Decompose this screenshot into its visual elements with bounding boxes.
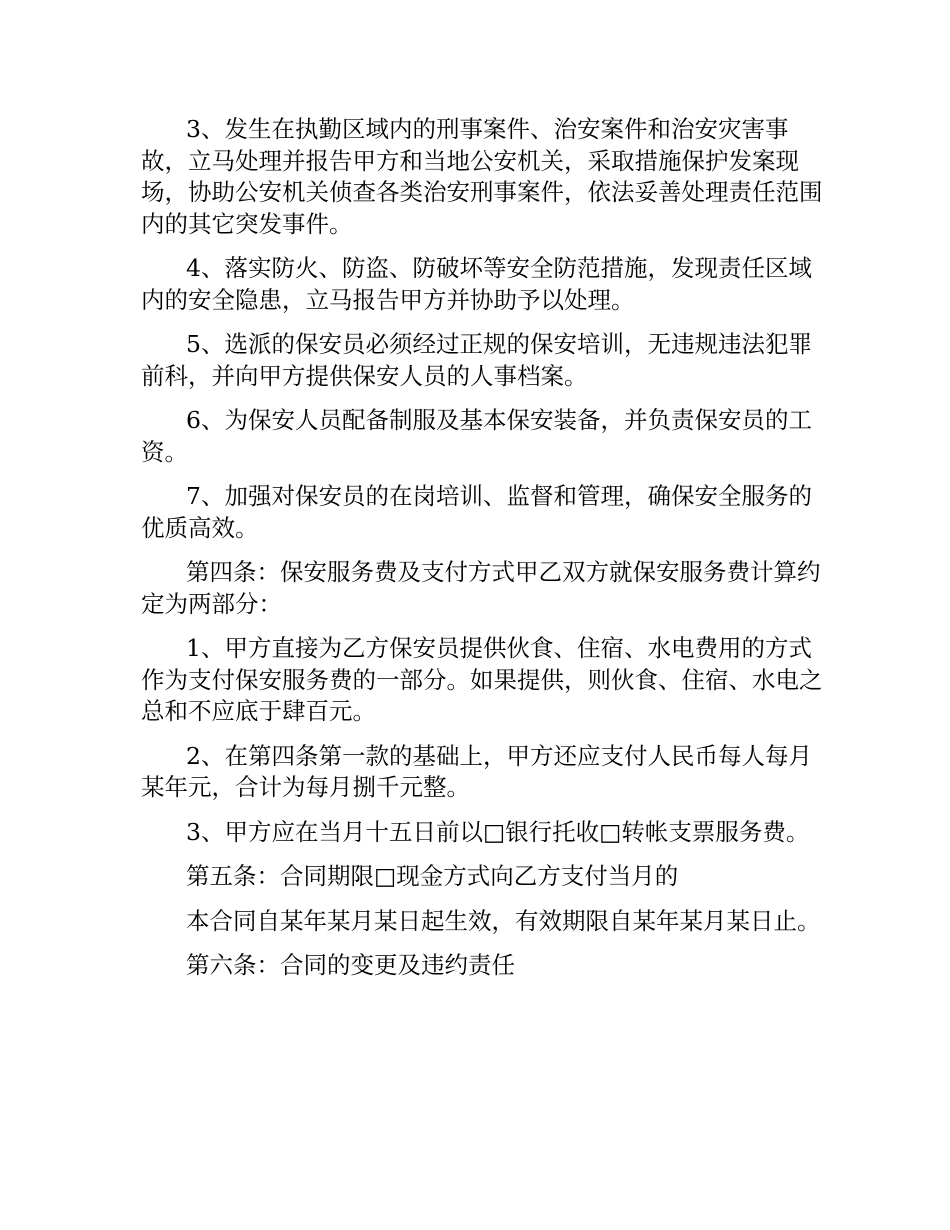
clause-item-4-fire-theft-prevention: 4、落实防火、防盗、防破坏等安全防范措施，发现责任区域内的安全隐患，立马报告甲方并协助予以处理。 <box>141 254 812 314</box>
clause-item-5-guard-selection: 5、选派的保安员必须经过正规的保安培训，无违规违法犯罪前科，并向甲方提供保安人员的人事档案。 <box>141 330 812 390</box>
article-6-heading: 第六条：合同的变更及违约责任 <box>186 951 515 979</box>
clause-item-7-training-supervision: 7、加强对保安员的在岗培训、监督和管理，确保安全服务的优质高效。 <box>141 482 812 542</box>
document-body <box>141 114 831 995</box>
clause-item-6-equipment-wages: 6、为保安人员配备制服及基本保安装备，并负责保安员的工资。 <box>141 406 812 466</box>
article-4-item-2: 2、在第四条第一款的基础上，甲方还应支付人民币每人每月某年元，合计为每月捌千元整。 <box>141 741 812 801</box>
article-4-item-1: 1、甲方直接为乙方保安员提供伙食、住宿、水电费用的方式作为支付保安服务费的一部分。如果提供，则伙食、住宿、水电之总和不应底于肆百元。 <box>141 634 823 725</box>
article-4-item-3: 3、甲方应在当月十五日前以□银行托收□转帐支票服务费。 <box>186 817 810 846</box>
article-5-term: 本合同自某年某月某日起生效，有效期限自某年某月某日止。 <box>186 906 821 935</box>
clause-item-3-incident-handling: 3、发生在执勤区域内的刑事案件、治安案件和治安灾害事故，立马处理并报告甲方和当地公安机关，采取措施保护发案现场，协助公安机关侦查各类治安刑事案件，依法妥善处理责任范围内的其它突发事件。 <box>141 115 823 238</box>
article-5-heading: 第五条：合同期限□现金方式向乙方支付当月的 <box>186 862 679 890</box>
article-4-heading: 第四条：保安服务费及支付方式甲乙双方就保安服务费计算约定为两部分： <box>141 558 821 618</box>
